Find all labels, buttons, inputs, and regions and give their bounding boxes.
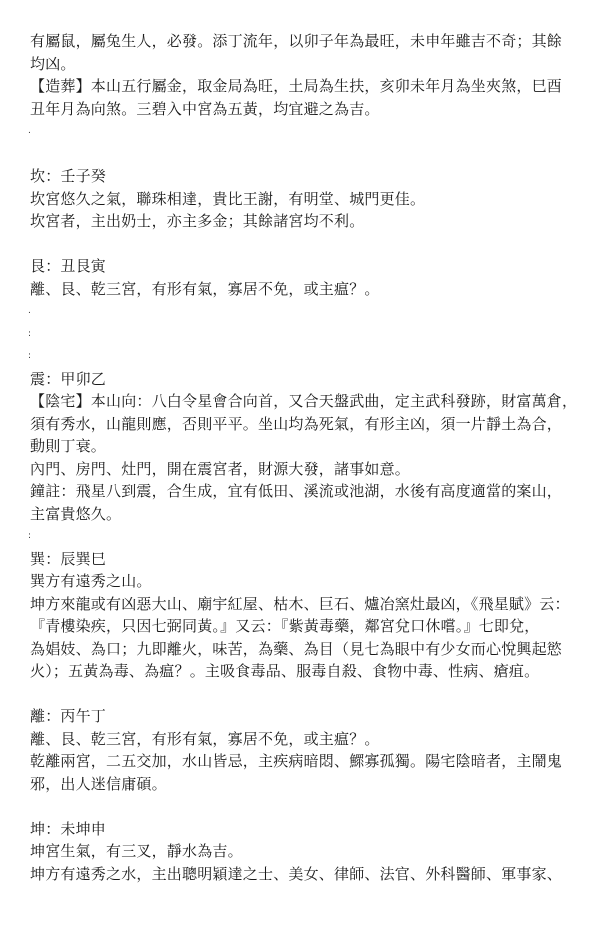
section-heading: 艮：丑艮寅: [30, 257, 107, 275]
section-heading: 離：丙午丁: [30, 707, 107, 725]
text-line: 內門、房門、灶門，開在震宮者，財源大發，諸事如意。: [30, 459, 411, 478]
blank-line: [30, 233, 580, 256]
text-line: 【陰宅】本山向：八白令星會合向首，又合天盤武曲，定主武科發跡，財富萬倉，: [30, 392, 578, 410]
text-line: 丑年月為向煞。三碧入中宮為五黃，均宜避之為吉。: [30, 99, 380, 118]
text-line: 『青樓染疾，只因七弼同黃。』又云：『紫黃毒藥，鄰宮兌口休嚐。』七即兌，: [30, 617, 540, 635]
text-line: 【造葬】本山五行屬金，取金局為旺，土局為生扶，亥卯未年月為坐夾煞，巳酉: [30, 77, 563, 95]
section-heading: 坎：壬子癸: [30, 167, 107, 185]
text-line: 乾離兩宮，二五交加，水山皆忌，主疾病暗悶、鰥寡孤獨。陽宅陰暗者，主鬧鬼: [30, 752, 563, 770]
stray-mark: .: [28, 306, 31, 316]
text-line: 主富貴悠久。: [30, 504, 122, 523]
stray-mark: :: [28, 531, 32, 541]
text-line: 為娼妓、為口；九即離火，味苦，為藥、為目（見七為眼中有少女而心悅興起慾: [30, 639, 563, 658]
text-line: 均凶。: [30, 54, 76, 73]
text-line: 邪，出人迷信庸碩。: [30, 774, 167, 793]
text-line: 鐘註：飛星八到震，合生成，宜有低田、溪流或池湖，水後有高度適當的案山，: [30, 482, 563, 500]
text-line: 坎宮悠久之氣，聯珠相達，貴比王謝，有明堂、城門更佳。: [30, 189, 426, 208]
stray-mark: .: [28, 126, 31, 136]
stray-mark: :: [28, 351, 32, 361]
text-line: 有屬鼠，屬兔生人，必發。添丁流年，以卯子年為最旺，未申年雖吉不奇；其餘: [30, 32, 563, 50]
blank-line: [30, 795, 580, 818]
text-line: 離、艮、乾三宮，有形有氣，寡居不免，或主瘟？。: [30, 729, 380, 748]
text-line: 離、艮、乾三宮，有形有氣，寡居不免，或主瘟？。: [30, 279, 380, 298]
section-heading: 坤：未坤申: [30, 819, 107, 838]
blank-line: [30, 143, 580, 166]
text-line: 巽方有遠秀之山。: [30, 572, 152, 590]
text-line: 坎宮者，主出奶士，亦主多金；其餘諸宮均不利。: [30, 212, 365, 230]
document-page: [30, 30, 580, 885]
section-heading: 巽：辰巽巳: [30, 549, 107, 568]
section-heading: 震：甲卯乙: [30, 369, 107, 388]
text-line: 坤宮生氣，有三叉，靜水為吉。: [30, 842, 243, 860]
text-line: 動則丁衰。: [30, 437, 107, 455]
text-line: 坤方有遠秀之水，主出聰明穎達之士、美女、律師、法官、外科醫師、軍事家、: [30, 864, 563, 883]
text-line: 火）；五黃為毒、為瘟？。主吸食毒品、服毒自殺、食物中毒、性病、瘡疽。: [30, 662, 540, 680]
text-line: 坤方來龍或有凶惡大山、廟宇紅屋、枯木、巨石、爐冶窯灶最凶，《飛星賦》云：: [30, 594, 570, 613]
blank-line: [30, 683, 580, 706]
text-line: 須有秀水，山龍則應，否則平平。坐山均為死氣，有形主凶，須一片靜土為合，: [30, 414, 563, 433]
stray-mark: :: [28, 328, 32, 339]
